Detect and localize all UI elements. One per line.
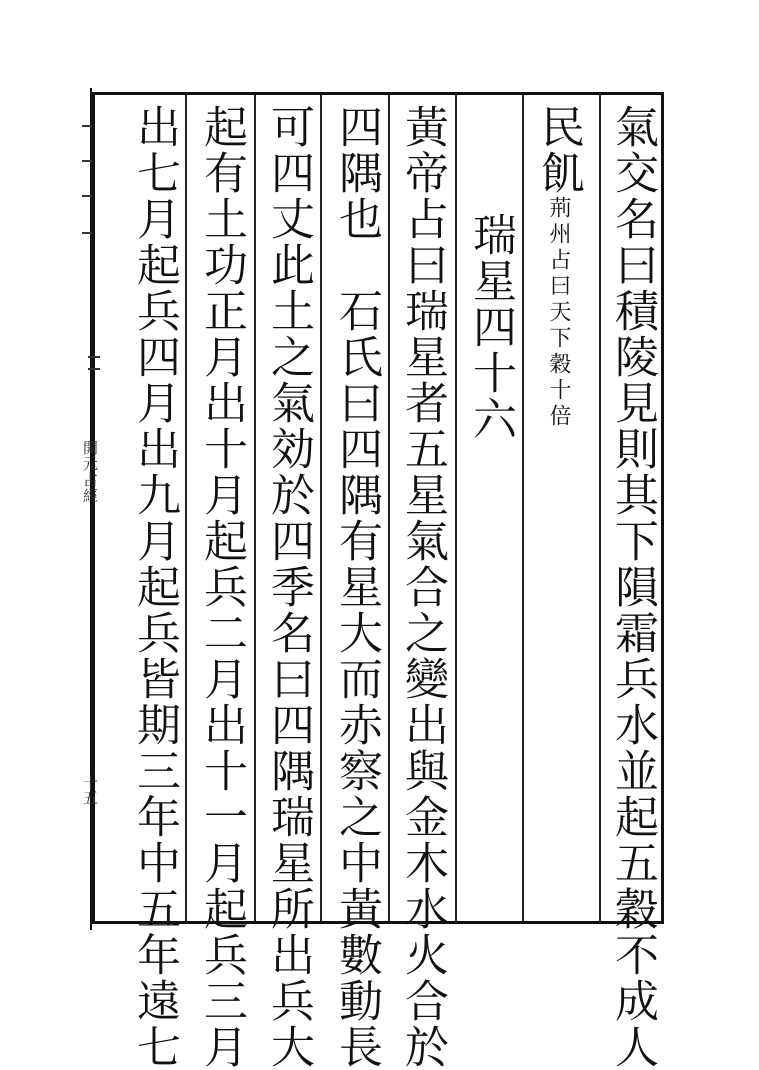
margin-mark bbox=[82, 125, 92, 127]
column-text: 氣交名曰積陵見則其下隕霜兵水並起五穀不成人 bbox=[607, 104, 658, 1070]
text-column-2 bbox=[530, 104, 586, 914]
column-text: 出七月起兵四月出九月起兵皆期三年中五年遠七 bbox=[129, 104, 180, 1070]
column-text: 可四丈此土之氣効於四季名曰四隅瑞星所出兵大 bbox=[263, 104, 314, 1070]
column-text: 民飢 bbox=[533, 104, 584, 196]
column-rule bbox=[254, 95, 256, 921]
margin-mark bbox=[82, 160, 92, 162]
column-text: 四隅也 石氏曰四隅有星大而赤察之中黃數動長 bbox=[331, 104, 382, 1070]
column-rule bbox=[455, 95, 457, 921]
column-rule bbox=[522, 95, 524, 921]
text-column-8 bbox=[126, 104, 182, 1070]
column-text: 黃帝占曰瑞星者五星氣合之變出與金木水火合於 bbox=[397, 104, 448, 1070]
text-column-1 bbox=[604, 104, 660, 1070]
margin-page-number: 十五 bbox=[81, 775, 99, 805]
interlinear-note: 荊州占曰天下穀十倍 bbox=[546, 196, 571, 430]
text-column-7 bbox=[193, 104, 249, 1070]
column-rule bbox=[320, 95, 322, 921]
column-rule bbox=[185, 95, 187, 921]
section-heading bbox=[462, 212, 518, 1022]
column-text: 起有土功正月出十月起兵二月出十一月起兵三月 bbox=[196, 104, 247, 1070]
column-rule bbox=[599, 95, 601, 921]
text-column-6 bbox=[260, 104, 316, 1070]
column-rule bbox=[388, 95, 390, 921]
fishtail-mark bbox=[88, 356, 100, 370]
margin-mark bbox=[82, 232, 92, 234]
text-column-4 bbox=[394, 104, 450, 1070]
margin-book-title: 開元占經 bbox=[81, 440, 99, 504]
heading-text: 瑞星四十六 bbox=[465, 212, 516, 442]
margin-mark bbox=[82, 195, 92, 197]
text-column-5 bbox=[328, 104, 384, 1070]
